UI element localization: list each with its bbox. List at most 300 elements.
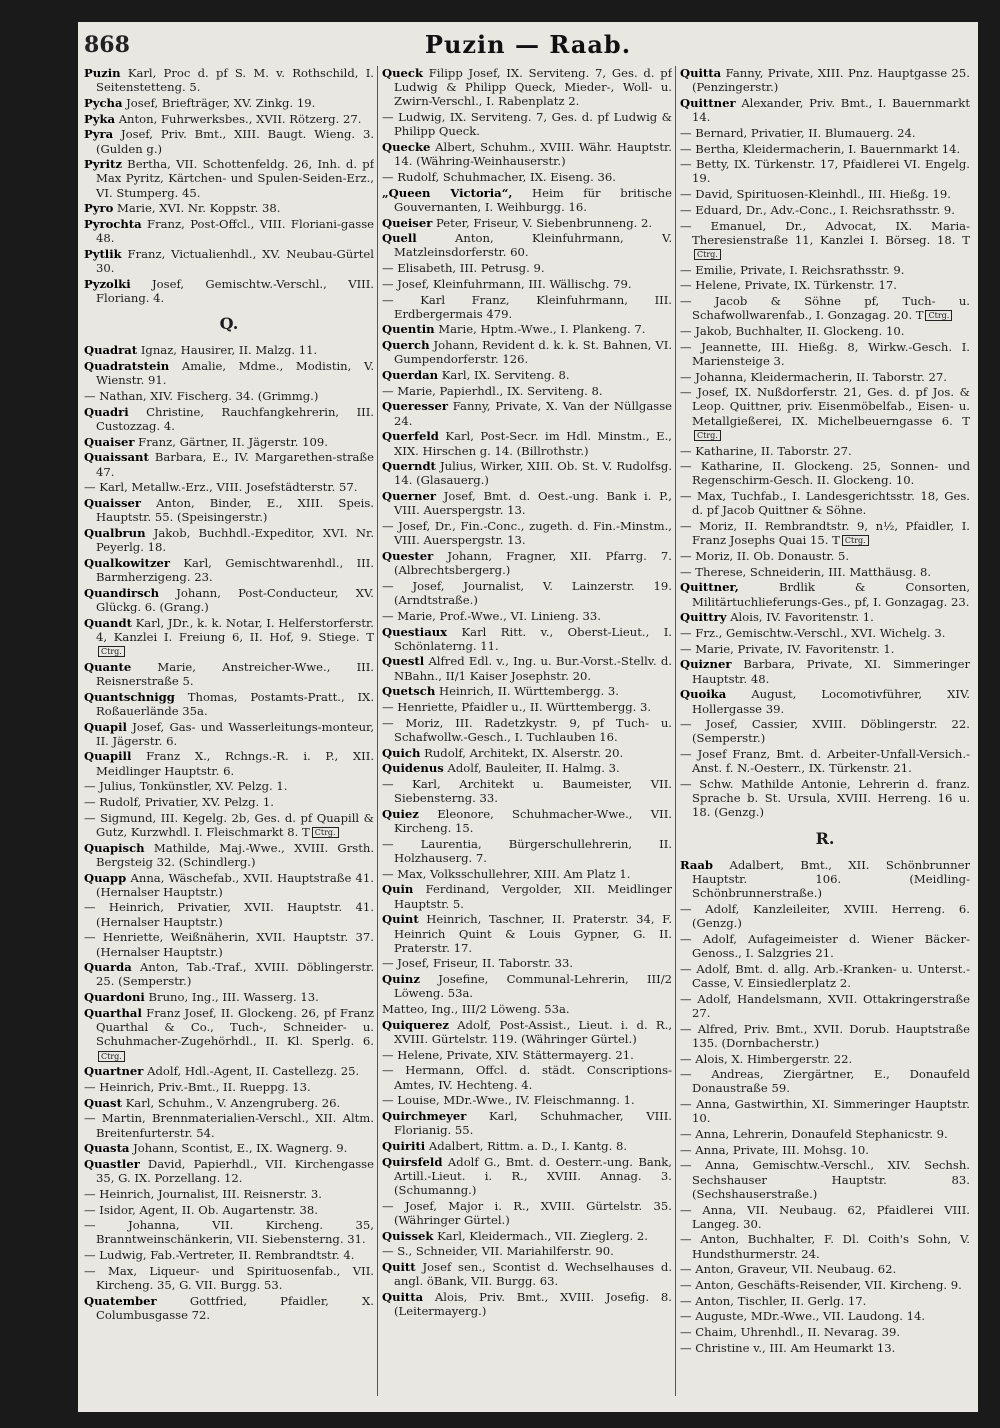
directory-entry <box>382 1260 672 1288</box>
entry-details: — Auguste, MDr.-Wwe., VII. Laudong. 14. <box>680 1309 926 1324</box>
directory-entry <box>382 654 672 682</box>
entry-details: — Betty, IX. Türkenstr. 17, Pfaidlerei VI. Engelg. 19. <box>680 157 970 186</box>
entry-details: Albert, Schuhm., XVIII. Währ. Hauptstr. 14. (Währing-Weinhauserstr.) <box>394 140 672 169</box>
entry-surname: Quandt <box>84 615 132 630</box>
entry-details: Josef, Gas- und Wasserleitungs-monteur, II. Jägerstr. 6. <box>96 719 374 748</box>
directory-entry <box>680 642 970 656</box>
entry-surname: Pyrochta <box>84 217 142 232</box>
directory-entry <box>84 841 374 869</box>
directory-entry <box>680 932 970 960</box>
directory-entry <box>84 450 374 478</box>
directory-entry <box>84 1141 374 1155</box>
directory-entry <box>680 657 970 685</box>
telephone-badge: Ctrg. <box>312 827 339 838</box>
directory-entry <box>84 1064 374 1078</box>
directory-entry <box>84 556 374 584</box>
directory-entry <box>84 526 374 554</box>
directory-entry <box>84 990 374 1004</box>
entry-details: Karl, JDr., k. k. Notar, I. Helferstorferstr. 4, Kanzlei I. Freiung 6, II. Hof, 9. Stiege. T <box>96 615 374 644</box>
entry-surname: Pytlik <box>84 246 122 261</box>
directory-entry <box>680 992 970 1020</box>
entry-details: — Frz., Gemischtw.-Verschl., XVI. Wichelg. 3. <box>680 626 946 641</box>
directory-entry <box>382 777 672 805</box>
entry-surname: Quadratstein <box>84 359 170 374</box>
entry-details: — Johanna, VII. Kircheng. 35, Branntweinschänkerin, VII. Siebensterng. 31. <box>84 1218 374 1247</box>
directory-entry <box>84 1218 374 1246</box>
entry-details: Johann, Revident d. k. k. St. Bahnen, VI. Gumpendorferstr. 126. <box>394 338 672 367</box>
telephone-badge: Ctrg. <box>694 249 721 260</box>
entry-details: — Max, Volksschullehrer, XIII. Am Platz 1. <box>382 866 631 881</box>
column-divider <box>675 66 676 1396</box>
directory-entry <box>382 186 672 214</box>
entry-details: — Bernard, Privatier, II. Blumauerg. 24. <box>680 125 916 140</box>
directory-entry <box>680 157 970 185</box>
entry-details: — Katharine, II. Glockeng. 25, Sonnen- und Regenschirm-Gesch. II. Glockeng. 10. <box>680 459 970 488</box>
directory-entry <box>680 66 970 94</box>
directory-entry <box>84 496 374 524</box>
entry-details: — Max, Tuchfab., I. Landesgerichtsstr. 18, Ges. d. pf Jacob Quittner & Söhne. <box>680 489 970 518</box>
entry-surname: Quidenus <box>382 761 444 776</box>
entry-details: — Isidor, Agent, II. Ob. Augartenstr. 38. <box>84 1202 318 1217</box>
directory-entry <box>680 1097 970 1125</box>
entry-surname: Quapp <box>84 870 127 885</box>
directory-entry <box>680 549 970 563</box>
telephone-badge: Ctrg. <box>98 1051 125 1062</box>
directory-entry <box>84 435 374 449</box>
entry-details: — Jeannette, III. Hießg. 8, Wirkw.-Gesch. I. Mariensteige 3. <box>680 339 970 368</box>
directory-entry <box>382 399 672 427</box>
directory-entry <box>680 370 970 384</box>
telephone-badge: Ctrg. <box>694 430 721 441</box>
entry-details: — Max, Liqueur- und Spirituosenfab., VII. Kircheng. 35, G. VII. Burgg. 53. <box>84 1263 374 1293</box>
entry-surname: Raab <box>680 857 714 872</box>
directory-entry <box>382 912 672 955</box>
telephone-badge: Ctrg. <box>925 310 952 321</box>
entry-details: — Julius, Tonkünstler, XV. Pelzg. 1. <box>84 779 288 794</box>
entry-details: Josefine, Communal-Lehrerin, III/2 Löweng. 53a. <box>394 972 672 1001</box>
entry-surname: Querch <box>382 338 430 353</box>
entry-details: Anton, Kleinfuhrmann, V. Matzleinsdorferstr. 60. <box>394 231 672 260</box>
directory-entry <box>382 700 672 714</box>
directory-entry <box>680 1203 970 1231</box>
entry-details: — Emanuel, Dr., Advocat, IX. Maria-Theresienstraße 11, Kanzlei I. Börseg. 18. T <box>680 218 970 247</box>
entry-details: Julius, Wirker, XIII. Ob. St. V. Rudolfsg. 14. (Glasauerg.) <box>394 459 672 488</box>
directory-entry <box>680 858 970 901</box>
entry-details: — Karl, Metallw.-Erz., VIII. Josefstädterstr. 57. <box>84 480 358 495</box>
directory-entry <box>382 277 672 291</box>
directory-entry <box>680 1325 970 1339</box>
entry-details: Johann, Fragner, XII. Pfarrg. 7. (Albrechtsbergerg.) <box>394 549 672 578</box>
entry-details: — Anton, Graveur, VII. Neubaug. 62. <box>680 1262 897 1277</box>
directory-entry <box>680 962 970 990</box>
directory-entry <box>680 142 970 156</box>
entry-surname: Qualbrun <box>84 525 146 540</box>
directory-entry <box>84 871 374 899</box>
entry-surname: Quizner <box>680 657 732 672</box>
directory-entry <box>680 1022 970 1050</box>
directory-entry <box>382 1063 672 1091</box>
directory-entry <box>382 489 672 517</box>
entry-details: Anton, Tab.-Traf., XVIII. Döblingerstr. 25. (Semperstr.) <box>96 960 374 989</box>
directory-entry <box>382 1155 672 1198</box>
entry-details: — Anton, Tischler, II. Gerlg. 17. <box>680 1293 867 1308</box>
directory-entry <box>382 807 672 835</box>
entry-surname: Quantschnigg <box>84 689 175 704</box>
entry-details: Bruno, Ing., III. Wasserg. 13. <box>148 990 319 1005</box>
directory-entry <box>680 1158 970 1201</box>
directory-entry <box>84 201 374 215</box>
directory-entry <box>84 720 374 748</box>
entry-details: — Anton, Geschäfts-Reisender, VII. Kircheng. 9. <box>680 1278 962 1293</box>
entry-details: Karl Ritt. v., Oberst-Lieut., I. Schönlaterng. 11. <box>394 624 672 653</box>
entry-details: — Katharine, II. Taborstr. 27. <box>680 443 852 458</box>
entry-surname: Quich <box>382 745 421 760</box>
entry-surname: Quapisch <box>84 840 145 855</box>
entry-details: Marie, Hptm.-Wwe., I. Plankeng. 7. <box>438 322 646 337</box>
entry-details: — Karl Franz, Kleinfuhrmann, III. Erdbergermais 479. <box>382 292 672 321</box>
entry-details: Brdlik & Consorten, Militärtuchlieferungs-Ges., pf, I. Gonzagag. 23. <box>692 580 970 609</box>
entry-details: — Adolf, Handelsmann, XVII. Ottakringerstraße 27. <box>680 991 970 1020</box>
entry-surname: Quasta <box>84 1141 130 1156</box>
directory-entry <box>84 1294 374 1322</box>
entry-details: Adolf G., Bmt. d. Oesterr.-ung. Bank, Artill.-Lieut. i. R., XVIII. Annag. 3. (Schumanng.) <box>394 1154 672 1198</box>
directory-entry <box>84 1111 374 1139</box>
entry-details: — Anton, Buchhalter, F. Dl. Coith's Sohn, V. Hundsthurmerstr. 24. <box>680 1232 970 1261</box>
directory-entry <box>680 444 970 458</box>
directory-entry <box>680 1232 970 1260</box>
entry-surname: Quittner, <box>680 580 739 595</box>
directory-entry <box>382 1093 672 1107</box>
directory-entry <box>382 716 672 744</box>
directory-entry <box>84 779 374 793</box>
entry-surname: Quittner <box>680 95 736 110</box>
entry-details: — Anna, Private, III. Mohsg. 10. <box>680 1142 869 1157</box>
entry-surname: Questiaux <box>382 624 448 639</box>
entry-surname: Querner <box>382 489 436 504</box>
directory-entry <box>382 519 672 547</box>
directory-entry <box>382 1018 672 1046</box>
entry-surname: Quartner <box>84 1064 144 1079</box>
entry-details: Mathilde, Maj.-Wwe., XVIII. Grsth. Bergsteig 32. (Schindlerg.) <box>96 840 374 869</box>
entry-details: Matteo, Ing., III/2 Löweng. 53a. <box>382 1002 570 1017</box>
entry-details: Karl, Gemischtwarenhdl., III. Barmherzigeng. 23. <box>96 555 374 584</box>
entry-details: Josef, Bmt. d. Oest.-ung. Bank i. P., VIII. Auerspergstr. 13. <box>394 489 672 518</box>
entry-surname: Quaisser <box>84 495 141 510</box>
entry-details: Marie, Anstreicher-Wwe., III. Reisnerstraße 5. <box>96 659 374 688</box>
entry-details: — Sigmund, III. Kegelg. 2b, Ges. d. pf Quapill & Gutz, Kurzwhdl. I. Fleischmarkt 8. T <box>84 810 374 839</box>
directory-entry <box>382 684 672 698</box>
directory-entry <box>680 902 970 930</box>
entry-details: Franz, Victualienhdl., XV. Neubau-Gürtel 30. <box>96 246 374 276</box>
directory-entry <box>382 1229 672 1243</box>
entry-details: — Adolf, Kanzleileiter, XVIII. Herreng. 6. (Genzg.) <box>680 901 970 931</box>
directory-entry <box>382 110 672 138</box>
directory-entry <box>84 811 374 839</box>
entry-details: Alexander, Priv. Bmt., I. Bauernmarkt 14. <box>692 95 970 125</box>
entry-details: — Jacob & Söhne pf, Tuch- u. Schafwollwarenfab., I. Gonzagag. 20. T <box>680 294 970 323</box>
directory-entry <box>680 278 970 292</box>
directory-entry <box>680 187 970 201</box>
directory-entry <box>382 231 672 259</box>
directory-entry <box>680 717 970 745</box>
entry-surname: Pyzolki <box>84 276 131 291</box>
entry-details: Franz X., Rchngs.-R. i. P., XII. Meidlinger Hauptstr. 6. <box>96 749 374 778</box>
directory-entry <box>680 1278 970 1292</box>
entry-surname: Questl <box>382 654 425 669</box>
entry-surname: Quapil <box>84 719 127 734</box>
entry-details: — Andreas, Ziergärtner, E., Donaufeld Donaustraße 59. <box>680 1067 970 1096</box>
entry-details: — Moriz, III. Radetzkystr. 9, pf Tuch- u. Schafwollw.-Gesch., I. Tuchlauben 16. <box>382 715 672 744</box>
directory-entry <box>382 140 672 168</box>
directory-entry <box>680 1067 970 1095</box>
entry-details: — Emilie, Private, I. Reichsrathsstr. 9. <box>680 262 905 277</box>
entry-surname: Quint <box>382 912 419 927</box>
directory-entry <box>84 359 374 387</box>
directory-entry <box>680 1127 970 1141</box>
directory-entry <box>680 96 970 124</box>
entry-surname: Queresser <box>382 399 448 414</box>
directory-entry <box>84 405 374 433</box>
entry-surname: Quatember <box>84 1293 157 1308</box>
directory-entry <box>84 1248 374 1262</box>
entry-details: — Heinrich, Privatier, XVII. Hauptstr. 41. (Hernalser Hauptstr.) <box>84 900 374 929</box>
entry-surname: Queiser <box>382 215 433 230</box>
entry-surname: Quissek <box>382 1228 434 1243</box>
entry-details: Marie, XVI. Nr. Koppstr. 38. <box>116 201 281 216</box>
entry-surname: Quante <box>84 659 132 674</box>
entry-details: — Anna, Gemischtw.-Verschl., XIV. Sechsh. Sechshauser Hauptstr. 83. (Sechshauserstraße.) <box>680 1158 970 1201</box>
entry-details: Barbara, Private, XI. Simmeringer Hauptstr. 48. <box>692 657 970 686</box>
directory-entry <box>84 690 374 718</box>
entry-details: Heim für britische Gouvernanten, I. Weihburgg. 16. <box>394 185 672 214</box>
entry-details: — Rudolf, Privatier, XV. Pelzg. 1. <box>84 795 274 810</box>
directory-entry <box>680 1262 970 1276</box>
entry-details: — Moriz, II. Rembrandtstr. 9, n½, Pfaidler, I. Franz Josephs Quai 15. T <box>680 519 970 548</box>
entry-details: — Josef Franz, Bmt. d. Arbeiter-Unfall-Versich.-Anst. f. N.-Oesterr., IX. Türkenstr. 21. <box>680 747 970 776</box>
directory-entry <box>84 1157 374 1185</box>
directory-entry <box>84 930 374 958</box>
directory-entry <box>84 1096 374 1110</box>
entry-details: — Adolf, Bmt. d. allg. Arb.-Kranken- u. Unterst.-Casse, V. Einsiedlerplatz 2. <box>680 961 970 990</box>
entry-details: — Josef, Cassier, XVIII. Döblingerstr. 22. (Semperstr.) <box>680 717 970 746</box>
entry-surname: Pycha <box>84 95 123 110</box>
entry-surname: Pyra <box>84 127 114 142</box>
directory-entry <box>680 385 970 442</box>
entry-surname: Quaiser <box>84 434 135 449</box>
directory-entry <box>84 277 374 305</box>
entry-surname: Querfeld <box>382 429 439 444</box>
column-1 <box>84 66 374 1396</box>
entry-details: Eleonore, Schuhmacher-Wwe., VII. Kircheng. 15. <box>394 806 672 836</box>
section-heading: R. <box>815 828 835 848</box>
entry-details: — Therese, Schneiderin, III. Matthäusg. 8. <box>680 564 932 579</box>
entry-details: Thomas, Postamts-Pratt., IX. Roßauerlände 35a. <box>96 689 374 718</box>
entry-surname: Quoika <box>680 687 727 702</box>
entry-details: Amalie, Mdme., Modistin, V. Wienstr. 91. <box>96 359 374 388</box>
entry-surname: Quitt <box>382 1260 416 1275</box>
entry-details: Anton, Binder, E., XIII. Speis. Hauptstr. 55. (Speisingerstr.) <box>96 495 374 525</box>
directory-entry <box>382 322 672 336</box>
entry-details: Ignaz, Hausirer, II. Malzg. 11. <box>140 343 318 358</box>
entry-surname: Quardoni <box>84 990 145 1005</box>
directory-entry <box>84 157 374 200</box>
directory-entry <box>680 610 970 624</box>
directory-entry <box>84 1203 374 1217</box>
entry-details: Alois, Priv. Bmt., XVIII. Josefig. 8. (Leitermayerg.) <box>394 1289 672 1319</box>
directory-entry <box>382 609 672 623</box>
directory-entry <box>84 795 374 809</box>
directory-entry <box>84 247 374 275</box>
directory-entry <box>84 217 374 245</box>
page-number: 868 <box>84 32 130 58</box>
entry-surname: Quaissant <box>84 450 149 465</box>
entry-surname: Quester <box>382 549 434 563</box>
entry-surname: „Queen Victoria“, <box>382 185 513 200</box>
entry-details: Franz, Gärtner, II. Jägerstr. 109. <box>138 434 328 449</box>
directory-entry <box>680 687 970 715</box>
entry-details: Josef sen., Scontist d. Wechselhauses d. angl. öBank, VII. Burgg. 63. <box>394 1260 672 1289</box>
directory-entry <box>382 261 672 275</box>
entry-surname: Pyro <box>84 201 114 216</box>
entry-surname: Quirchmeyer <box>382 1109 467 1124</box>
directory-entry <box>84 66 374 94</box>
column-3 <box>680 66 970 1396</box>
directory-entry <box>382 1290 672 1318</box>
entry-details: Karl, Schuhmacher, VIII. Florianig. 55. <box>394 1109 672 1138</box>
directory-entry <box>680 219 970 262</box>
entry-details: Ferdinand, Vergolder, XII. Meidlinger Hauptstr. 5. <box>394 882 672 911</box>
directory-entry <box>382 1244 672 1258</box>
directory-entry <box>84 960 374 988</box>
entry-details: — Josef, IX. Nußdorferstr. 21, Ges. d. pf Jos. & Leop. Quittner, priv. Eisenmöbelfab., Eisen- u. Metallgießerei, IX. Michelbeuerngasse 6. T <box>680 385 970 428</box>
page-header <box>78 28 978 64</box>
entry-details: — Anna, Gastwirthin, XI. Simmeringer Hauptstr. 10. <box>680 1097 970 1126</box>
entry-details: — Josef, Major i. R., XVIII. Gürtelstr. 35. (Währinger Gürtel.) <box>382 1198 672 1227</box>
entry-details: — Marie, Prof.-Wwe., VI. Linieng. 33. <box>382 608 601 623</box>
entry-details: — Helene, Private, IX. Türkenstr. 17. <box>680 278 897 293</box>
directory-entry <box>84 1187 374 1201</box>
directory-entry <box>84 343 374 357</box>
entry-details: Franz, Post-Offcl., VIII. Floriani-gasse 48. <box>96 217 374 246</box>
directory-entry <box>84 749 374 777</box>
entry-details: Alfred Edl. v., Ing. u. Bur.-Vorst.-Stellv. d. NBahn., II/1 Kaiser Josephstr. 20. <box>394 654 672 683</box>
directory-entry <box>84 96 374 110</box>
entry-surname: Queck <box>382 66 423 80</box>
directory-entry <box>382 867 672 881</box>
entry-surname: Quarthal <box>84 1005 142 1020</box>
entry-details: — Ludwig, Fab.-Vertreter, II. Rembrandtstr. 4. <box>84 1248 355 1263</box>
entry-details: — Louise, MDr.-Wwe., IV. Fleischmanng. 1. <box>382 1093 635 1108</box>
entry-details: Josef, Priv. Bmt., XIII. Baugt. Wieng. 3. (Gulden g.) <box>96 127 374 156</box>
telephone-badge: Ctrg. <box>842 535 869 546</box>
entry-details: Fanny, Private, XIII. Pnz. Hauptgasse 25. (Penzingerstr.) <box>692 66 970 95</box>
entry-details: Filipp Josef, IX. Serviteng. 7, Ges. d. pf Ludwig & Philipp Queck, Mieder-, Woll- u. Zwirn-Verschl., I. Rabenplatz 2. <box>394 66 672 109</box>
directory-entry <box>84 480 374 494</box>
entry-details: — Nathan, XIV. Fischerg. 34. (Grimmg.) <box>84 389 319 404</box>
entry-details: — Helene, Private, XIV. Stättermayerg. 21. <box>382 1047 634 1062</box>
entry-surname: Quadrat <box>84 343 138 358</box>
entry-details: — Laurentia, Bürgerschullehrerin, II. Holzhauserg. 7. <box>382 836 672 866</box>
entry-surname: Quapill <box>84 749 132 764</box>
entry-surname: Qualkowitzer <box>84 555 171 570</box>
entry-details: — Josef, Kleinfuhrmann, III. Wällischg. 79. <box>382 276 632 291</box>
entry-details: — Henriette, Pfaidler u., II. Württembergg. 3. <box>382 700 652 715</box>
directory-entry <box>382 384 672 398</box>
directory-page <box>78 22 978 1412</box>
entry-details: — Adolf, Aufageimeister d. Wiener Bäcker-Genoss., I. Salzgries 21. <box>680 931 970 961</box>
entry-details: — Hermann, Offcl. d. städt. Conscriptions-Amtes, IV. Hechteng. 4. <box>382 1063 672 1092</box>
entry-details: Christine, Rauchfangkehrerin, III. Custozzag. 4. <box>96 404 374 433</box>
entry-details: — S., Schneider, VII. Mariahilferstr. 90. <box>382 1244 614 1259</box>
entry-details: — Henriette, Weißnäherin, XVII. Hauptstr. 37. (Hernalser Hauptstr.) <box>84 930 374 959</box>
entry-details: Bertha, VII. Schottenfeldg. 26, Inh. d. pf Max Pyritz, Kärtchen- und Spulen-Seiden-Erz., VI. Stumperg. 45. <box>96 157 374 200</box>
directory-entry <box>382 1199 672 1227</box>
entry-details: — Moriz, II. Ob. Donaustr. 5. <box>680 549 850 563</box>
directory-entry <box>680 324 970 338</box>
directory-entry <box>84 616 374 659</box>
entry-details: Peter, Friseur, V. Siebenbrunneng. 2. <box>436 215 653 230</box>
entry-details: Rudolf, Architekt, IX. Alserstr. 20. <box>424 745 624 760</box>
directory-entry <box>680 1309 970 1323</box>
entry-details: — Chaim, Uhrenhdl., II. Nevarag. 39. <box>680 1325 901 1340</box>
entry-surname: Quitta <box>680 66 722 80</box>
entry-details: — Karl, Architekt u. Baumeister, VII. Siebensterng. 33. <box>382 777 672 806</box>
entry-details: — Marie, Papierhdl., IX. Serviteng. 8. <box>382 383 603 398</box>
directory-entry <box>382 625 672 653</box>
entry-details: Gottfried, Pfaidler, X. Columbusgasse 72. <box>96 1293 374 1322</box>
entry-surname: Quandirsch <box>84 585 160 600</box>
entry-details: — Alois, X. Himbergerstr. 22. <box>680 1051 853 1066</box>
entry-surname: Querndt <box>382 459 436 474</box>
directory-entry <box>680 565 970 579</box>
entry-details: Adolf, Hdl.-Agent, II. Castellezg. 25. <box>147 1064 360 1079</box>
directory-entry <box>382 1139 672 1153</box>
directory-entry <box>680 777 970 820</box>
directory-entry <box>680 1341 970 1355</box>
entry-details: August, Locomotivführer, XIV. Hollergasse 39. <box>692 687 970 716</box>
directory-entry <box>382 746 672 760</box>
directory-entry <box>84 389 374 403</box>
entry-surname: Quentin <box>382 322 435 337</box>
entry-details: Adolf, Post-Assist., Lieut. i. d. R., XVIII. Gürtelstr. 119. (Währinger Gürtel.) <box>394 1017 672 1046</box>
entry-surname: Pyka <box>84 111 115 126</box>
entry-details: — David, Spirituosen-Kleinhdl., III. Hießg. 19. <box>680 187 951 202</box>
entry-details: Adalbert, Bmt., XII. Schönbrunner Hauptstr. 106. (Meidling-Schönbrunnerstraße.) <box>692 857 970 901</box>
directory-entry <box>84 586 374 614</box>
entry-details: — Josef, Friseur, II. Taborstr. 33. <box>382 956 574 971</box>
entry-details: — Martin, Brennmaterialien-Verschl., XII. Altm. Breitenfurterstr. 54. <box>84 1111 374 1140</box>
entry-details: Adalbert, Rittm. a. D., I. Kantg. 8. <box>428 1138 628 1153</box>
directory-entry <box>382 459 672 487</box>
directory-entry <box>84 900 374 928</box>
directory-entry <box>680 340 970 368</box>
entry-details: — Elisabeth, III. Petrusg. 9. <box>382 261 545 276</box>
entry-details: — Anna, VII. Neubaug. 62, Pfaidlerei VIII. Langeg. 30. <box>680 1202 970 1231</box>
entry-surname: Quecke <box>382 140 431 155</box>
directory-entry <box>680 1052 970 1066</box>
entry-details: Franz Josef, II. Glockeng. 26, pf Franz Quarthal & Co., Tuch-, Schneider- u. Schuhmacher-Zugehörhdl., II. Kl. Sperlg. 6. <box>96 1005 374 1049</box>
entry-details: — Anna, Lehrerin, Donaufeld Stephanicstr. 9. <box>680 1127 948 1142</box>
entry-details: — Rudolf, Schuhmacher, IX. Eiseng. 36. <box>382 169 616 184</box>
directory-entry <box>382 761 672 775</box>
entry-surname: Quinz <box>382 972 420 987</box>
directory-entry <box>382 170 672 184</box>
entry-details: Anna, Wäschefab., XVII. Hauptstraße 41. (Hernalser Hauptstr.) <box>96 870 374 899</box>
entry-surname: Puzin <box>84 66 121 80</box>
directory-entry <box>382 1048 672 1062</box>
directory-entry <box>680 1294 970 1308</box>
directory-entry <box>680 294 970 322</box>
